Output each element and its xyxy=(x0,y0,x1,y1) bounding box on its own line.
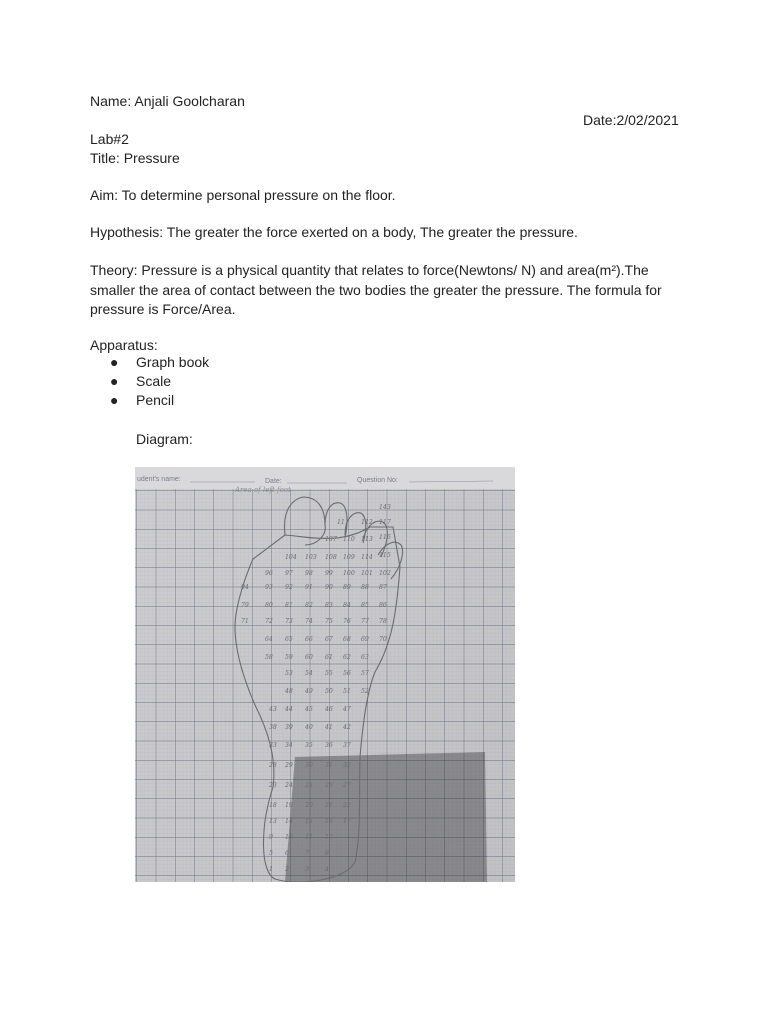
svg-text:31: 31 xyxy=(325,762,333,769)
svg-text:68: 68 xyxy=(343,636,351,643)
svg-text:117: 117 xyxy=(379,519,391,526)
svg-text:112: 112 xyxy=(361,519,373,526)
svg-text:38: 38 xyxy=(269,724,277,731)
svg-text:83: 83 xyxy=(325,602,333,609)
diagram-label: Diagram: xyxy=(136,431,193,447)
svg-text:90: 90 xyxy=(325,584,333,591)
bullet-icon: ● xyxy=(110,392,119,408)
svg-text:92: 92 xyxy=(285,584,293,591)
svg-text:93: 93 xyxy=(265,584,273,591)
svg-text:9: 9 xyxy=(269,834,273,841)
svg-text:22: 22 xyxy=(343,802,351,809)
svg-text:111: 111 xyxy=(337,519,349,526)
svg-text:98: 98 xyxy=(305,570,313,577)
list-item: ● Graph book xyxy=(110,354,210,370)
svg-text:99: 99 xyxy=(325,570,333,577)
svg-text:110: 110 xyxy=(343,536,355,543)
svg-text:85: 85 xyxy=(361,602,369,609)
svg-text:75: 75 xyxy=(325,618,333,625)
svg-text:42: 42 xyxy=(343,724,351,731)
svg-text:84: 84 xyxy=(343,602,351,609)
svg-text:79: 79 xyxy=(241,602,249,609)
bullet-icon: ● xyxy=(110,373,119,389)
svg-text:35: 35 xyxy=(305,742,313,749)
svg-text:50: 50 xyxy=(325,688,333,695)
svg-text:81: 81 xyxy=(285,602,293,609)
svg-text:62: 62 xyxy=(343,654,351,661)
svg-text:16: 16 xyxy=(325,818,333,825)
svg-text:28: 28 xyxy=(269,762,277,769)
sheet-question-label: Question No: xyxy=(357,477,398,484)
svg-text:82: 82 xyxy=(305,602,313,609)
svg-text:36: 36 xyxy=(325,742,333,749)
svg-text:78: 78 xyxy=(379,618,387,625)
svg-text:108: 108 xyxy=(325,554,337,561)
svg-text:59: 59 xyxy=(285,654,293,661)
svg-text:53: 53 xyxy=(285,670,293,677)
svg-text:19: 19 xyxy=(285,802,293,809)
svg-text:37: 37 xyxy=(343,742,351,749)
sheet-date-label: Date: xyxy=(265,478,282,485)
svg-text:103: 103 xyxy=(305,554,317,561)
svg-text:5: 5 xyxy=(269,850,273,857)
svg-text:88: 88 xyxy=(361,584,369,591)
svg-text:116: 116 xyxy=(379,534,391,541)
svg-text:86: 86 xyxy=(379,602,387,609)
svg-text:107: 107 xyxy=(325,536,337,543)
report-date: Date:2/02/2021 xyxy=(583,112,679,128)
lab-number: Lab#2 xyxy=(90,131,129,147)
svg-text:41: 41 xyxy=(325,724,333,731)
svg-text:54: 54 xyxy=(305,670,313,677)
svg-text:55: 55 xyxy=(325,670,333,677)
svg-text:96: 96 xyxy=(265,570,273,577)
apparatus-heading: Apparatus: xyxy=(90,337,158,353)
svg-text:47: 47 xyxy=(343,706,351,713)
svg-text:34: 34 xyxy=(285,742,293,749)
svg-text:12: 12 xyxy=(325,834,333,841)
svg-text:33: 33 xyxy=(269,742,277,749)
aim-text: Aim: To determine personal pressure on the floor. xyxy=(90,187,396,203)
svg-text:61: 61 xyxy=(325,654,333,661)
svg-text:11: 11 xyxy=(305,834,313,841)
svg-text:17: 17 xyxy=(343,818,351,825)
svg-text:64: 64 xyxy=(265,636,273,643)
svg-text:67: 67 xyxy=(325,636,333,643)
svg-text:23: 23 xyxy=(269,782,277,789)
svg-text:21: 21 xyxy=(325,802,333,809)
svg-text:97: 97 xyxy=(285,570,293,577)
svg-text:73: 73 xyxy=(285,618,293,625)
svg-text:143: 143 xyxy=(379,504,391,511)
svg-text:104: 104 xyxy=(285,554,297,561)
svg-text:20: 20 xyxy=(305,802,313,809)
lab-title: Title: Pressure xyxy=(90,150,180,166)
svg-text:7: 7 xyxy=(305,850,309,857)
svg-text:26: 26 xyxy=(325,782,333,789)
svg-text:87: 87 xyxy=(379,584,387,591)
svg-text:72: 72 xyxy=(265,618,273,625)
svg-text:27: 27 xyxy=(343,782,351,789)
svg-text:102: 102 xyxy=(379,570,391,577)
list-item: ● Scale xyxy=(110,373,172,389)
svg-text:115: 115 xyxy=(379,552,391,559)
svg-text:43: 43 xyxy=(269,706,277,713)
svg-text:24: 24 xyxy=(285,782,293,789)
svg-text:46: 46 xyxy=(325,706,333,713)
svg-text:60: 60 xyxy=(305,654,313,661)
hypothesis-text: Hypothesis: The greater the force exerted on a body, The greater the pressure. xyxy=(90,224,578,240)
svg-text:113: 113 xyxy=(361,536,373,543)
svg-text:6: 6 xyxy=(285,850,289,857)
svg-text:44: 44 xyxy=(285,706,293,713)
svg-text:100: 100 xyxy=(343,570,355,577)
sheet-handwritten-title: Area of left foot xyxy=(235,486,291,494)
bullet-icon: ● xyxy=(110,354,119,370)
svg-text:114: 114 xyxy=(361,554,373,561)
sheet-student-label: udent's name: xyxy=(137,476,181,483)
svg-text:74: 74 xyxy=(305,618,313,625)
svg-text:76: 76 xyxy=(343,618,351,625)
student-name: Name: Anjali Goolcharan xyxy=(90,93,245,109)
svg-text:66: 66 xyxy=(305,636,313,643)
svg-text:91: 91 xyxy=(305,584,313,591)
svg-text:51: 51 xyxy=(343,688,351,695)
apparatus-list xyxy=(90,353,209,410)
svg-text:89: 89 xyxy=(343,584,351,591)
svg-text:48: 48 xyxy=(285,688,293,695)
svg-text:1: 1 xyxy=(269,866,273,873)
svg-text:25: 25 xyxy=(305,782,313,789)
svg-text:14: 14 xyxy=(285,818,293,825)
svg-text:52: 52 xyxy=(361,688,369,695)
svg-text:71: 71 xyxy=(241,618,249,625)
svg-text:10: 10 xyxy=(285,834,293,841)
svg-text:40: 40 xyxy=(305,724,313,731)
svg-text:39: 39 xyxy=(285,724,293,731)
svg-text:63: 63 xyxy=(361,654,369,661)
svg-text:15: 15 xyxy=(305,818,313,825)
list-item: ● Pencil xyxy=(110,392,175,408)
svg-text:2: 2 xyxy=(285,866,289,873)
svg-text:57: 57 xyxy=(361,670,369,677)
svg-text:4: 4 xyxy=(325,866,329,873)
svg-text:109: 109 xyxy=(343,554,355,561)
svg-text:56: 56 xyxy=(343,670,351,677)
svg-text:45: 45 xyxy=(305,706,313,713)
svg-text:77: 77 xyxy=(361,618,369,625)
svg-text:69: 69 xyxy=(361,636,369,643)
svg-text:13: 13 xyxy=(269,818,277,825)
svg-text:18: 18 xyxy=(269,802,277,809)
svg-text:32: 32 xyxy=(343,762,351,769)
svg-text:30: 30 xyxy=(305,762,313,769)
svg-text:3: 3 xyxy=(305,866,309,873)
theory-text: Theory: Pressure is a physical quantity that relates to force(Newtons/ N) and area(m²).The smaller the area of contact between the two bodies the greater the pressure. The formula for pressure is Force/Area. xyxy=(90,262,662,317)
svg-text:80: 80 xyxy=(265,602,273,609)
foot-trace-photo xyxy=(135,467,515,882)
svg-text:101: 101 xyxy=(361,570,373,577)
svg-text:94: 94 xyxy=(241,584,249,591)
svg-text:58: 58 xyxy=(265,654,273,661)
svg-text:8: 8 xyxy=(325,850,329,857)
svg-text:65: 65 xyxy=(285,636,293,643)
svg-text:70: 70 xyxy=(379,636,387,643)
svg-text:49: 49 xyxy=(305,688,313,695)
svg-text:29: 29 xyxy=(285,762,293,769)
